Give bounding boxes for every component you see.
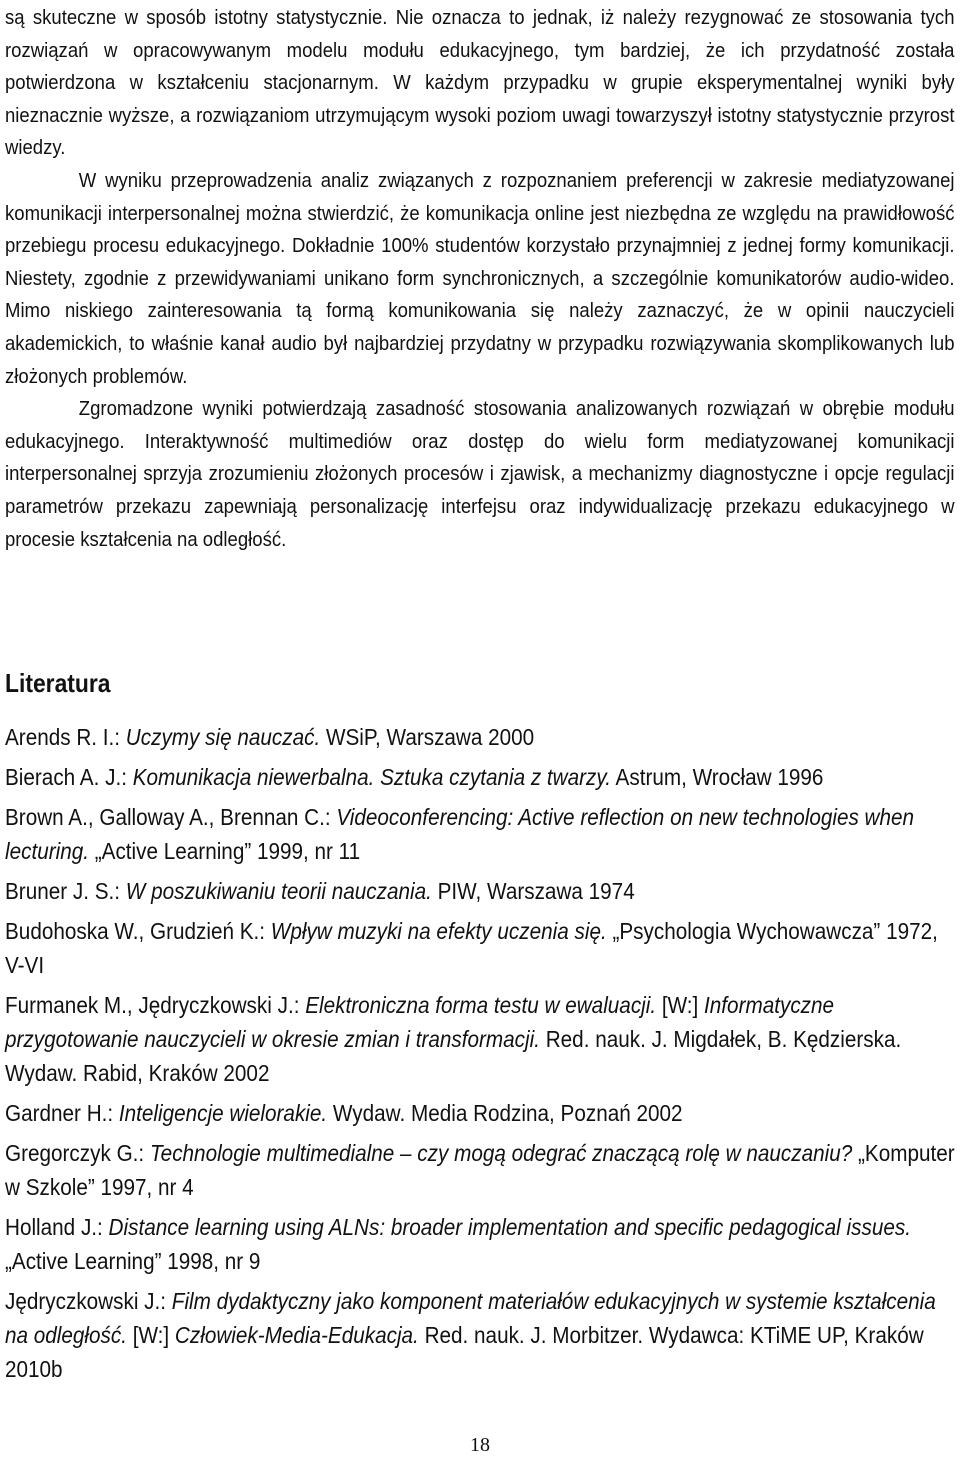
body-text <box>5 2 955 556</box>
reference-item: Bierach A. J.: Komunikacja niewerbalna. Sztuka czytania z twarzy. Astrum, Wrocław 1996 <box>5 764 824 790</box>
reference-item: Furmanek M., Jędryczkowski J.: Elektroniczna forma testu w ewaluacji. [W:] Informatyczne przygotowanie nauczycieli w okresie zmian i transformacji. Red. nauk. J. Migdałek, B. Kędzierska. Wydaw. Rabid, Kraków 2002 <box>5 992 902 1086</box>
reference-item: Gregorczyk G.: Technologie multimedialne – czy mogą odegrać znaczącą rolę w nauczaniu? „Komputer w Szkole” 1997, nr 4 <box>5 1140 955 1200</box>
reference-item: Brown A., Galloway A., Brennan C.: Videoconferencing: Active reflection on new technologies when lecturing. „Active Learning” 1999, nr 11 <box>5 804 915 864</box>
paragraph: Zgromadzone wyniki potwierdzają zasadność stosowania analizowanych rozwiązań w obrębie modułu edukacyjnego. Interaktywność multimediów oraz dostęp do wielu form mediatyzowanej komunikacji interpersonalnej sprzyja zrozumieniu złożonych procesów i zjawisk, a mechanizmy diagnostyczne i opcje regulacji parametrów przekazu zapewniają personalizację interfejsu oraz indywidualizację przekazu edukacyjnego w procesie kształcenia na odległość. <box>5 397 955 551</box>
paragraph: W wyniku przeprowadzenia analiz związanych z rozpoznaniem preferencji w zakresie mediatyzowanej komunikacji interpersonalnej można stwierdzić, że komunikacja online jest niezbędna ze względu na prawidłowość przebiegu procesu edukacyjnego. Dokładnie 100% studentów korzystało przynajmniej z jednej formy komunikacji. Niestety, zgodnie z przewidywaniami unikano form synchronicznych, a szczególnie komunikatorów audio-wideo. Mimo niskiego zainteresowania tą formą komunikowania się należy zaznaczyć, że w opinii nauczycieli akademickich, to właśnie kanał audio był najbardziej przydatny w przypadku rozwiązywania skomplikowanych lub złożonych problemów. <box>5 168 955 388</box>
page-number: 18 <box>470 1434 490 1456</box>
reference-item: Jędryczkowski J.: Film dydaktyczny jako komponent materiałów edukacyjnych w systemie kształcenia na odległość. [W:] Człowiek-Media-Edukacja. Red. nauk. J. Morbitzer. Wydawca: KTiME UP, Kraków 2010b <box>5 1288 936 1382</box>
literature-heading: Literatura <box>5 668 111 698</box>
reference-item: Arends R. I.: Uczymy się nauczać. WSiP, Warszawa 2000 <box>5 724 535 750</box>
reference-list <box>5 720 959 1392</box>
reference-item: Holland J.: Distance learning using ALNs: broader implementation and specific pedagogical issues. „Active Learning” 1998, nr 9 <box>5 1214 911 1274</box>
reference-item: Gardner H.: Inteligencje wielorakie. Wydaw. Media Rodzina, Poznań 2002 <box>5 1100 683 1126</box>
reference-item: Bruner J. S.: W poszukiwaniu teorii nauczania. PIW, Warszawa 1974 <box>5 878 635 904</box>
reference-item: Budohoska W., Grudzień K.: Wpływ muzyki na efekty uczenia się. „Psychologia Wychowawcza” 1972, V-VI <box>5 918 938 978</box>
paragraph: są skuteczne w sposób istotny statystycznie. Nie oznacza to jednak, iż należy rezygnować ze stosowania tych rozwiązań w opracowywanym modelu modułu edukacyjnego, tym bardziej, że ich przydatność została potwierdzona w kształceniu stacjonarnym. W każdym przypadku w grupie eksperymentalnej wyniki były nieznacznie wyższe, a rozwiązaniom utrzymującym wysoki poziom uwagi towarzyszył istotny statystycznie przyrost wiedzy. <box>5 6 955 160</box>
